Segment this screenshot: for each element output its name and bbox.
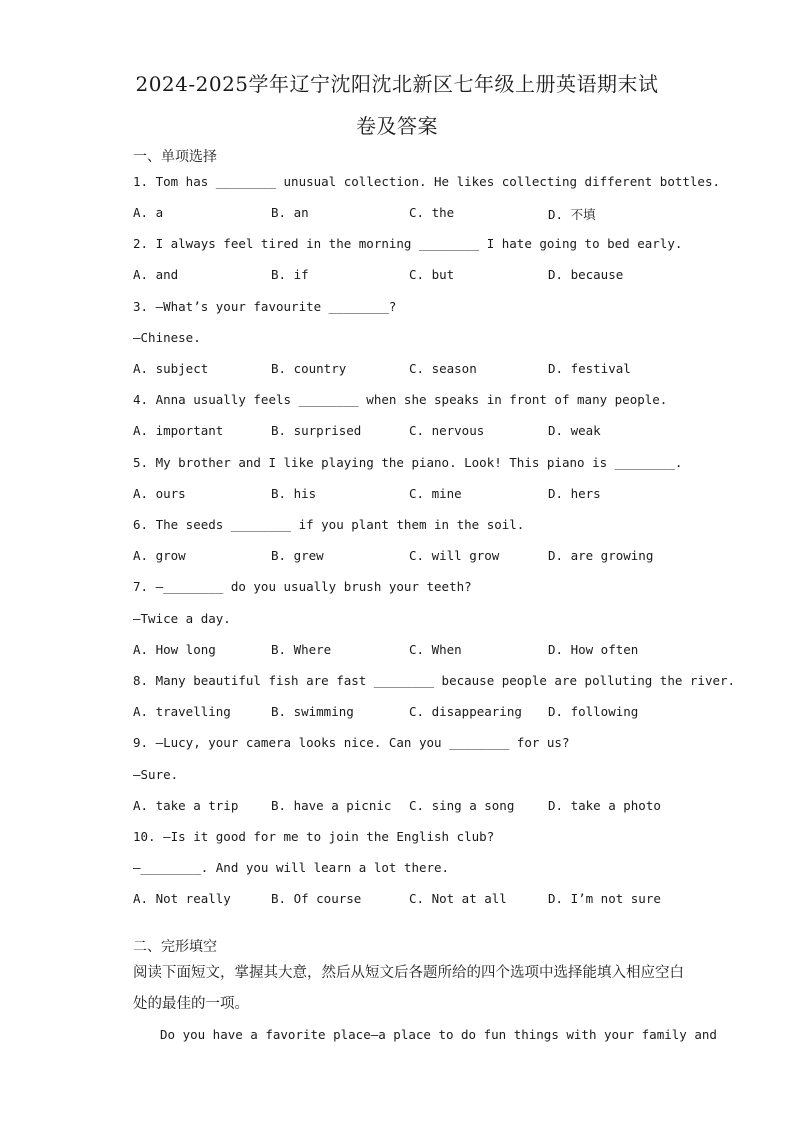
option-d: D. are growing <box>548 548 654 563</box>
option-a: A. travelling <box>133 704 231 719</box>
option-d: D. following <box>548 704 639 719</box>
option-c: C. will grow <box>409 548 500 563</box>
section-heading-single-choice: 一、单项选择 <box>133 149 217 165</box>
option-b: B. an <box>271 205 309 220</box>
option-b: B. his <box>271 486 317 501</box>
exam-title-line2: 卷及答案 <box>356 114 438 138</box>
question-stem-reply: —Chinese. <box>133 330 201 345</box>
option-d: D. take a photo <box>548 798 661 813</box>
option-a: A. grow <box>133 548 186 563</box>
option-a: A. How long <box>133 642 216 657</box>
option-d: D. How often <box>548 642 639 657</box>
option-c: C. Not at all <box>409 891 507 906</box>
question-stem: 3. —What’s your favourite ________? <box>133 299 397 314</box>
option-b: B. Where <box>271 642 332 657</box>
question-stem: 8. Many beautiful fish are fast ________ because people are polluting the river. <box>133 673 736 688</box>
option-b: B. Of course <box>271 891 362 906</box>
option-c: C. mine <box>409 486 462 501</box>
instruction-line: 阅读下面短文，掌握其大意，然后从短文后各题所给的四个选项中选择能填入相应空白 <box>133 965 684 981</box>
question-stem: 4. Anna usually feels ________ when she speaks in front of many people. <box>133 392 668 407</box>
option-a: A. ours <box>133 486 186 501</box>
option-a: A. subject <box>133 361 209 376</box>
instruction-line: 处的最佳的一项。 <box>133 996 249 1012</box>
question-stem: 9. —Lucy, your camera looks nice. Can you ________ for us? <box>133 735 570 750</box>
question-stem-reply: —________. And you will learn a lot there. <box>133 860 450 875</box>
option-b: B. if <box>271 267 309 282</box>
option-d: D. I’m not sure <box>548 891 661 906</box>
option-c: C. sing a song <box>409 798 515 813</box>
option-b: B. swimming <box>271 704 354 719</box>
option-d: D. 不填 <box>548 207 596 222</box>
question-stem: 5. My brother and I like playing the piano. Look! This piano is ________. <box>133 455 683 470</box>
question-stem-reply: —Sure. <box>133 767 179 782</box>
option-a: A. Not really <box>133 891 231 906</box>
question-stem-reply: —Twice a day. <box>133 611 231 626</box>
option-b: B. surprised <box>271 423 362 438</box>
option-c: C. nervous <box>409 423 485 438</box>
option-a: A. important <box>133 423 224 438</box>
question-stem: 6. The seeds ________ if you plant them in the soil. <box>133 517 525 532</box>
question-stem: 7. —________ do you usually brush your teeth? <box>133 579 472 594</box>
option-d: D. because <box>548 267 624 282</box>
question-stem: 10. —Is it good for me to join the English club? <box>133 829 495 844</box>
option-c: C. disappearing <box>409 704 522 719</box>
option-a: A. take a trip <box>133 798 239 813</box>
option-c: C. the <box>409 205 455 220</box>
option-a: A. a <box>133 205 164 220</box>
option-c: C. season <box>409 361 477 376</box>
option-d: D. festival <box>548 361 631 376</box>
option-d: D. weak <box>548 423 601 438</box>
question-stem: 1. Tom has ________ unusual collection. He likes collecting different bottles. <box>133 174 720 189</box>
option-b: B. grew <box>271 548 324 563</box>
passage-text: Do you have a favorite place—a place to do fun things with your family and <box>160 1027 717 1042</box>
option-b: B. country <box>271 361 347 376</box>
option-a: A. and <box>133 267 179 282</box>
section-heading-cloze: 二、完形填空 <box>133 939 217 955</box>
option-b: B. have a picnic <box>271 798 392 813</box>
option-c: C. When <box>409 642 462 657</box>
option-c: C. but <box>409 267 455 282</box>
question-stem: 2. I always feel tired in the morning ________ I hate going to bed early. <box>133 236 683 251</box>
option-d: D. hers <box>548 486 601 501</box>
exam-title-line1: 2024-2025学年辽宁沈阳沈北新区七年级上册英语期末试 <box>135 72 659 96</box>
